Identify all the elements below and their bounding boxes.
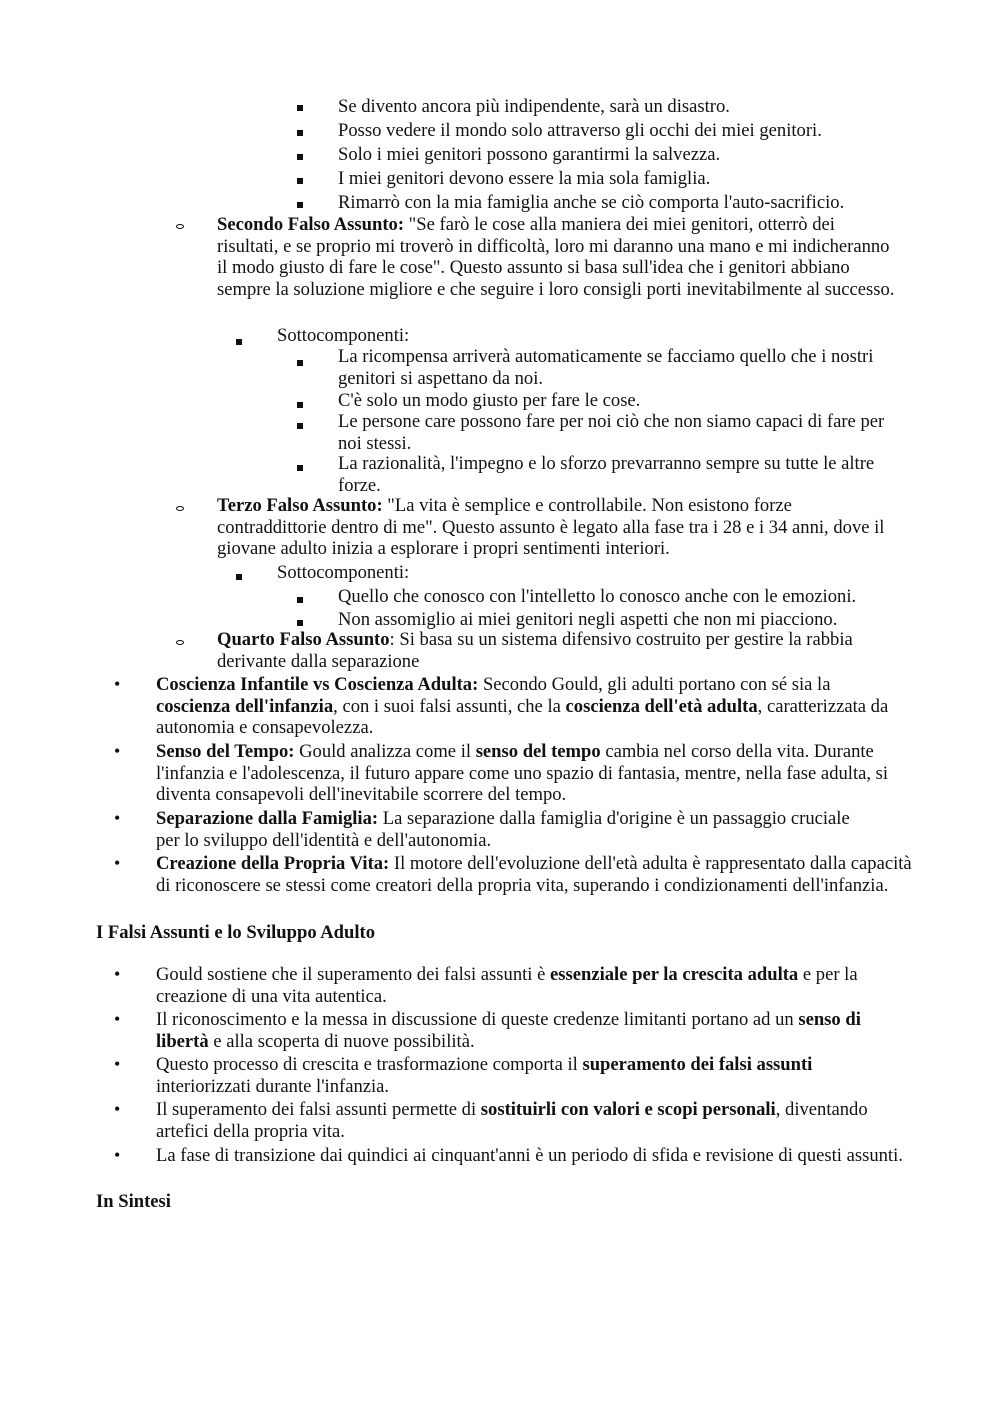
bullet-dot: • xyxy=(114,1099,121,1119)
bullet-dot: • xyxy=(114,1009,121,1029)
bullet-square xyxy=(236,339,242,345)
bullet-square xyxy=(297,154,303,160)
item-title: Creazione della Propria Vita: xyxy=(156,853,390,874)
list-item-quarto-falso-assunto xyxy=(217,629,877,672)
bullet-circle xyxy=(176,224,184,229)
list-item-creazione: Creazione della Propria Vita: Il motore dell'evoluzione dell'età adulta è rappresentato dalla capacità di riconoscere se stessi come creatori della propria vita, superando i condizionamenti dell'infanzia. xyxy=(156,853,912,896)
item-title: Separazione dalla Famiglia: xyxy=(156,808,379,829)
list-item-coscienza: Coscienza Infantile vs Coscienza Adulta: Secondo Gould, gli adulti portano con sé sia la coscienza dell'infanzia, con i suoi falsi assunti, che la coscienza dell'età adulta, caratterizzata da autonomia e consapevolezza. xyxy=(156,674,889,739)
bullet-square xyxy=(297,423,303,429)
bullet-circle xyxy=(176,640,184,645)
list-item: La fase di transizione dai quindici ai cinquant'anni è un periodo di sfida e revisione di questi assunti. xyxy=(156,1145,903,1166)
bullet-square xyxy=(297,597,303,603)
item-text: "Se farò le cose alla maniera dei miei genitori, otterrò dei risultati, e se proprio mi troverò in difficoltà, loro mi daranno una mano e mi indicheranno il modo giusto di fare le cose". Questo assunto si basa sull'idea che i genitori abbiano sempre la soluzione migliore e che seguire i loro consigli porti inevitabilmente al successo. xyxy=(217,214,895,300)
list-item: Posso vedere il mondo solo attraverso gli occhi dei miei genitori. xyxy=(338,120,822,141)
list-item: La ricompensa arriverà automaticamente se facciamo quello che i nostri genitori si aspettano da noi. xyxy=(338,346,874,389)
bullet-square xyxy=(297,465,303,471)
bullet-dot: • xyxy=(114,808,121,828)
list-item: C'è solo un modo giusto per fare le cose. xyxy=(338,390,641,411)
list-item-separazione: Separazione dalla Famiglia: La separazione dalla famiglia d'origine è un passaggio cruciale per lo sviluppo dell'identità e dell'autonomia. xyxy=(156,808,850,851)
item-title: Quarto Falso Assunto xyxy=(217,629,390,650)
bullet-square xyxy=(297,105,303,111)
list-item: I miei genitori devono essere la mia sola famiglia. xyxy=(338,168,711,189)
sub-label: Sottocomponenti: xyxy=(277,325,410,346)
bullet-dot: • xyxy=(114,674,121,694)
bullet-dot: • xyxy=(114,1145,121,1165)
bullet-dot: • xyxy=(114,964,121,984)
bullet-dot: • xyxy=(114,741,121,761)
section-heading: I Falsi Assunti e lo Sviluppo Adulto xyxy=(96,922,376,943)
item-title: Senso del Tempo: xyxy=(156,741,295,762)
list-item: Rimarrò con la mia famiglia anche se ciò comporta l'auto-sacrificio. xyxy=(338,192,845,213)
list-item-secondo-falso-assunto xyxy=(217,214,897,300)
list-item-senso-tempo: Senso del Tempo: Gould analizza come il senso del tempo cambia nel corso della vita. Durante l'infanzia e l'adolescenza, il futuro appare come uno spazio di fantasia, mentre, nella fase adulta, si diventa consapevoli dell'inevitabile scorrere del tempo. xyxy=(156,741,889,806)
bullet-square xyxy=(297,360,303,366)
item-text: : Si basa su un sistema difensivo costruito per gestire la rabbia derivante dalla separazione xyxy=(217,629,853,672)
list-item: Non assomiglio ai miei genitori negli aspetti che non mi piacciono. xyxy=(338,609,838,630)
item-title: Secondo Falso Assunto: xyxy=(217,214,405,235)
bullet-square xyxy=(236,574,242,580)
bullet-square xyxy=(297,402,303,408)
list-item-terzo-falso-assunto xyxy=(217,495,897,560)
bullet-square xyxy=(297,202,303,208)
bullet-square xyxy=(297,130,303,136)
list-item: Se divento ancora più indipendente, sarà un disastro. xyxy=(338,96,730,117)
list-item: Le persone care possono fare per noi ciò che non siamo capaci di fare per noi stessi. xyxy=(338,411,885,454)
section-heading: In Sintesi xyxy=(96,1191,171,1212)
bullet-dot: • xyxy=(114,1054,121,1074)
item-title: Terzo Falso Assunto: xyxy=(217,495,383,516)
bullet-circle xyxy=(176,506,184,511)
bullet-square xyxy=(297,178,303,184)
sub-label: Sottocomponenti: xyxy=(277,562,410,583)
list-item: Questo processo di crescita e trasformazione comporta il superamento dei falsi assunti interiorizzati durante l'infanzia. xyxy=(156,1054,813,1097)
list-item: Gould sostiene che il superamento dei falsi assunti è essenziale per la crescita adulta e per la creazione di una vita autentica. xyxy=(156,964,858,1007)
item-text: "La vita è semplice e controllabile. Non esistono forze contraddittorie dentro di me". Questo assunto è legato alla fase tra i 28 e i 34 anni, dove il giovane adulto inizia a esplorare i propri sentimenti interiori. xyxy=(217,495,885,560)
item-title: Coscienza Infantile vs Coscienza Adulta: xyxy=(156,674,479,695)
list-item: Quello che conosco con l'intelletto lo conosco anche con le emozioni. xyxy=(338,586,857,607)
list-item: Il riconoscimento e la messa in discussione di queste credenze limitanti portano ad un senso di libertà e alla scoperta di nuove possibilità. xyxy=(156,1009,861,1052)
list-item: Solo i miei genitori possono garantirmi la salvezza. xyxy=(338,144,721,165)
list-item: Il superamento dei falsi assunti permette di sostituirli con valori e scopi personali, diventando artefici della propria vita. xyxy=(156,1099,868,1142)
bullet-square xyxy=(297,620,303,626)
bullet-dot: • xyxy=(114,853,121,873)
list-item: La razionalità, l'impegno e lo sforzo prevarranno sempre su tutte le altre forze. xyxy=(338,453,875,496)
